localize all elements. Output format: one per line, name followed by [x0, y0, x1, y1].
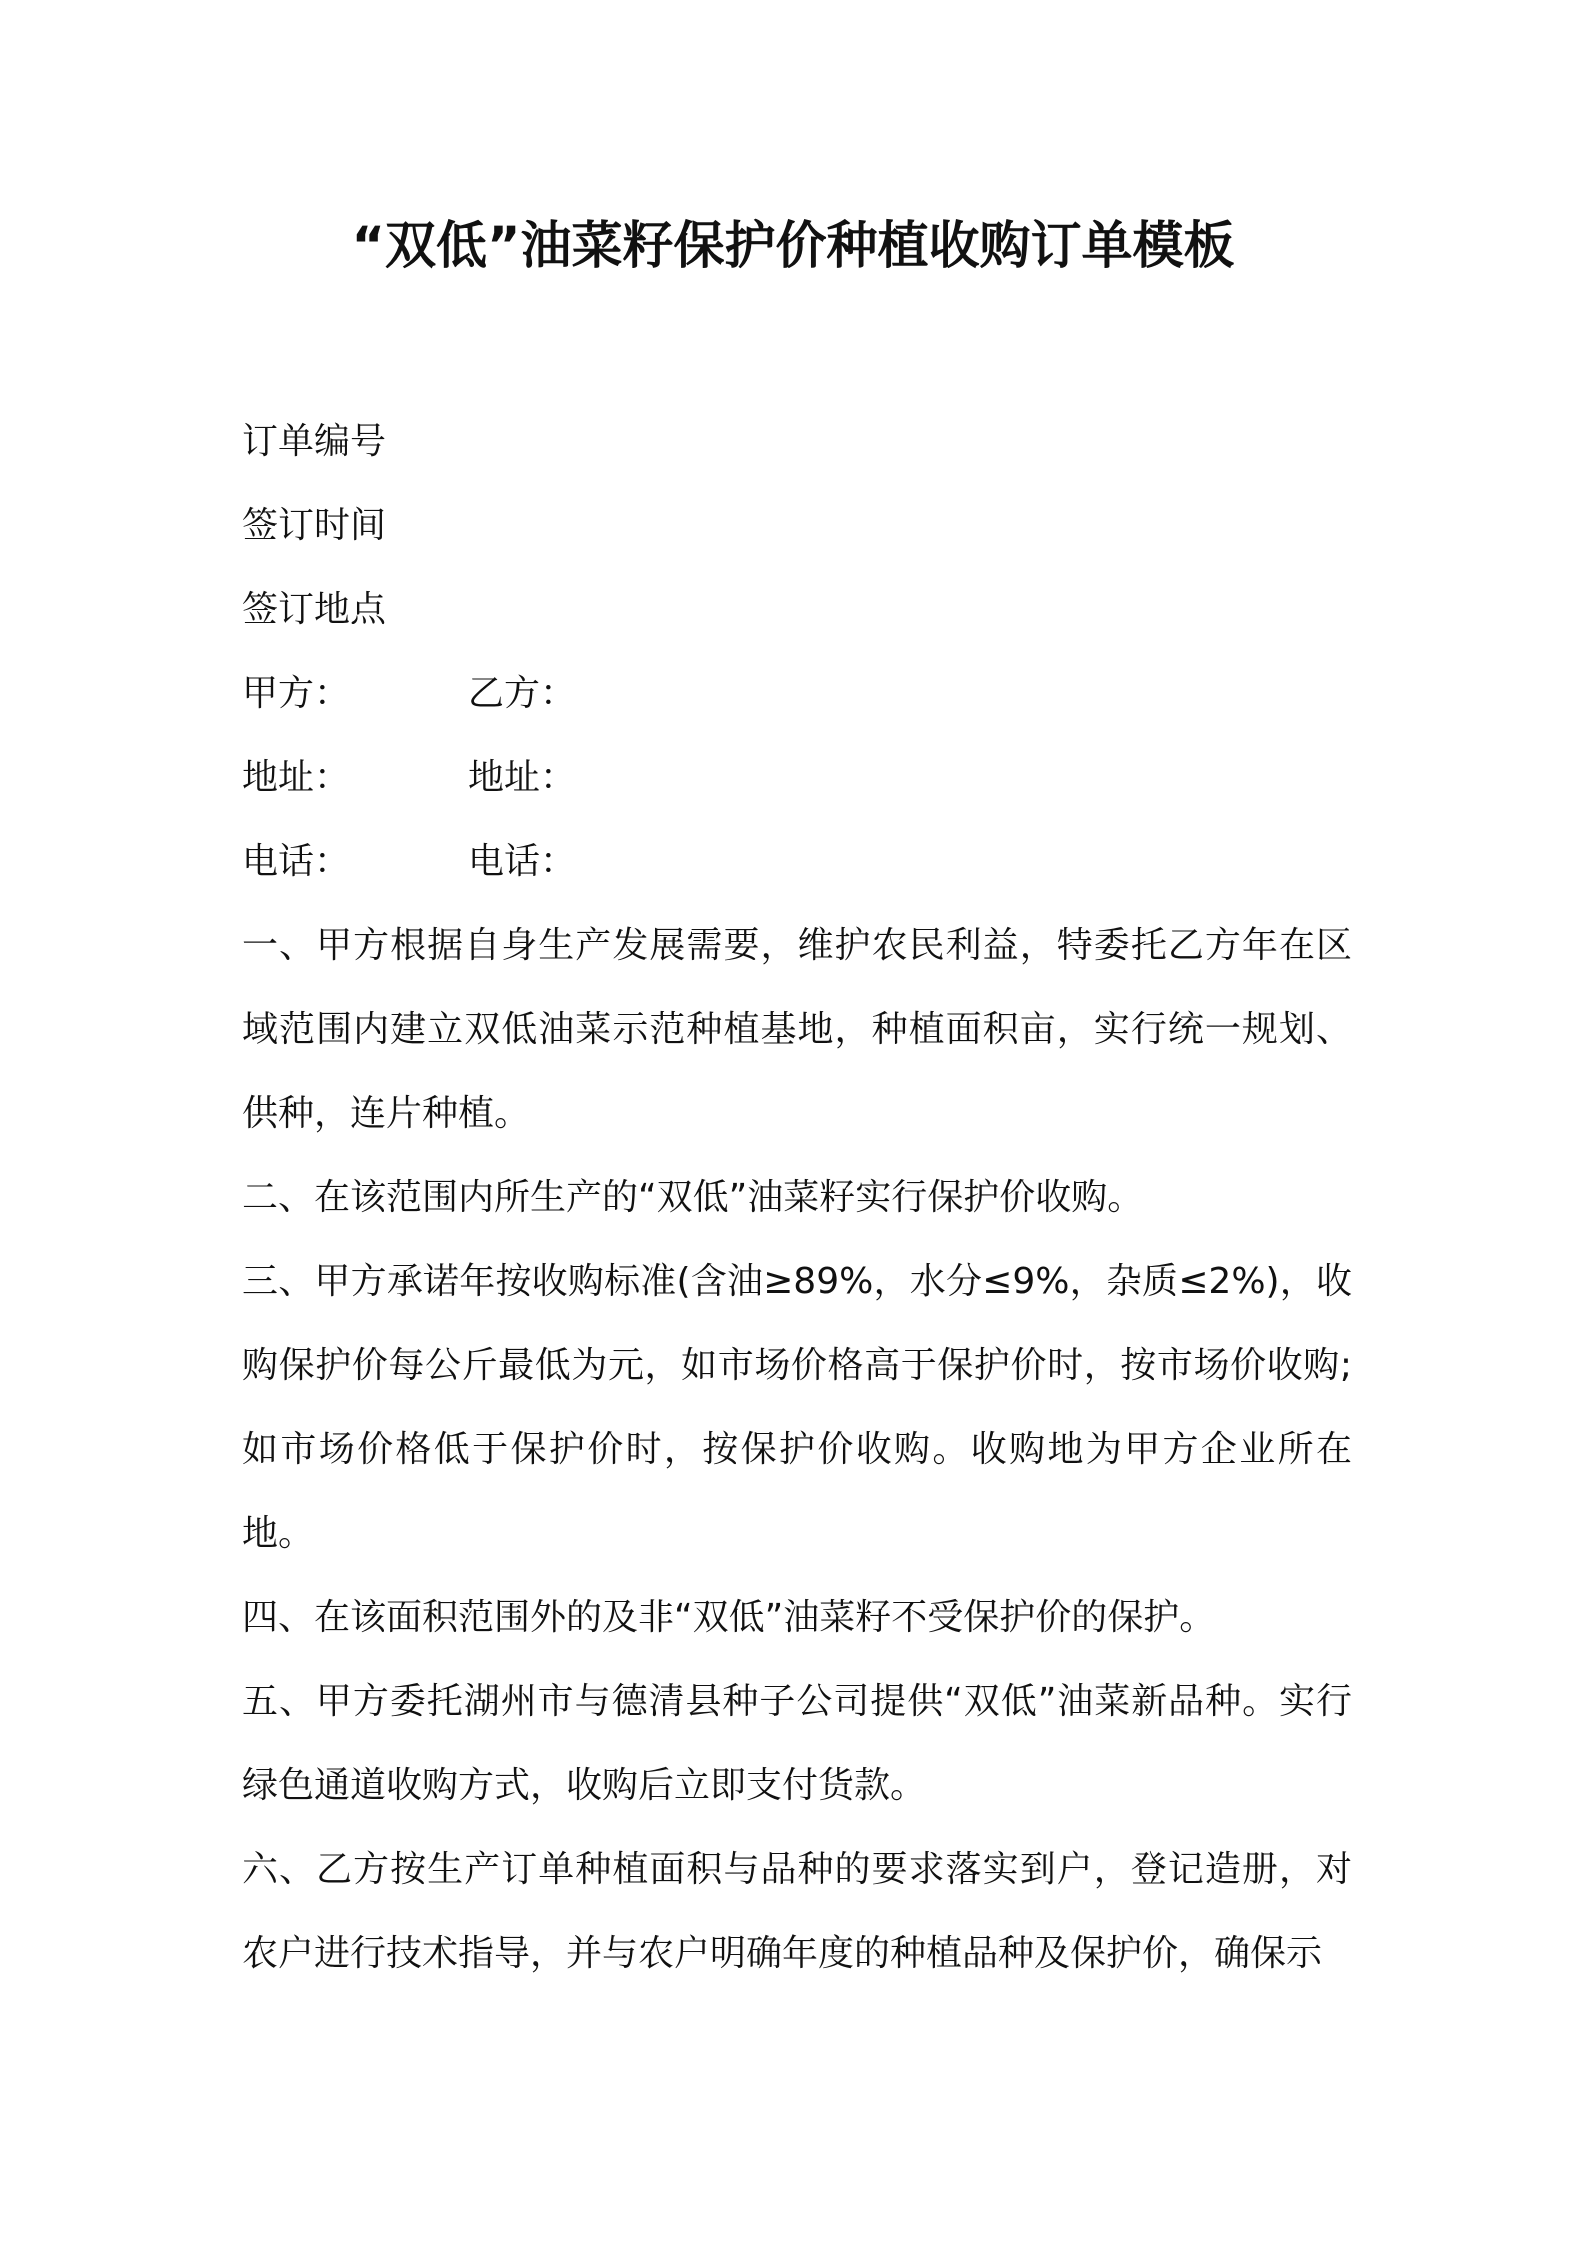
sign-time-label: 签订时间 [242, 505, 387, 546]
clause-6: 六、乙方按生产订单种植面积与品种的要求落实到户，登记造册，对农户进行技术指导，并与农户明确年度的种植品种及保护价，确保示 [242, 1849, 1352, 1974]
order-number-label: 订单编号 [242, 421, 387, 462]
document-title: “双低”油菜籽保护价种植收购订单模板 [351, 217, 1235, 276]
phone-row [242, 820, 1352, 904]
phone-b-label: 电话： [468, 841, 577, 882]
clause-1: 一、甲方根据自身生产发展需要，维护农民利益，特委托乙方年在区域范围内建立双低油菜示范种植基地，种植面积亩，实行统一规划、供种，连片种植。 [242, 925, 1352, 1134]
party-b-label: 乙方： [468, 673, 577, 714]
phone-a-label: 电话： [242, 841, 351, 882]
address-row [242, 736, 1352, 820]
clause-2: 二、在该范围内所生产的“双低”油菜籽实行保护价收购。 [242, 1177, 1144, 1218]
address-a-label: 地址： [242, 757, 351, 798]
clause-3: 三、甲方承诺年按收购标准(含油≥89%，水分≤9%，杂质≤2%)，收购保护价每公斤最低为元，如市场价格高于保护价时，按市场价收购;如市场价格低于保护价时，按保护价收购。收购地为甲方企业所在地。 [242, 1261, 1352, 1554]
party-row [242, 652, 1352, 736]
clause-4: 四、在该面积范围外的及非“双低”油菜籽不受保护价的保护。 [242, 1597, 1216, 1638]
clause-5: 五、甲方委托湖州市与德清县种子公司提供“双低”油菜新品种。实行绿色通道收购方式，收购后立即支付货款。 [242, 1681, 1352, 1806]
party-a-label: 甲方： [242, 673, 351, 714]
address-b-label: 地址： [468, 757, 577, 798]
sign-place-label: 签订地点 [242, 589, 387, 630]
document-body [242, 400, 1352, 1996]
